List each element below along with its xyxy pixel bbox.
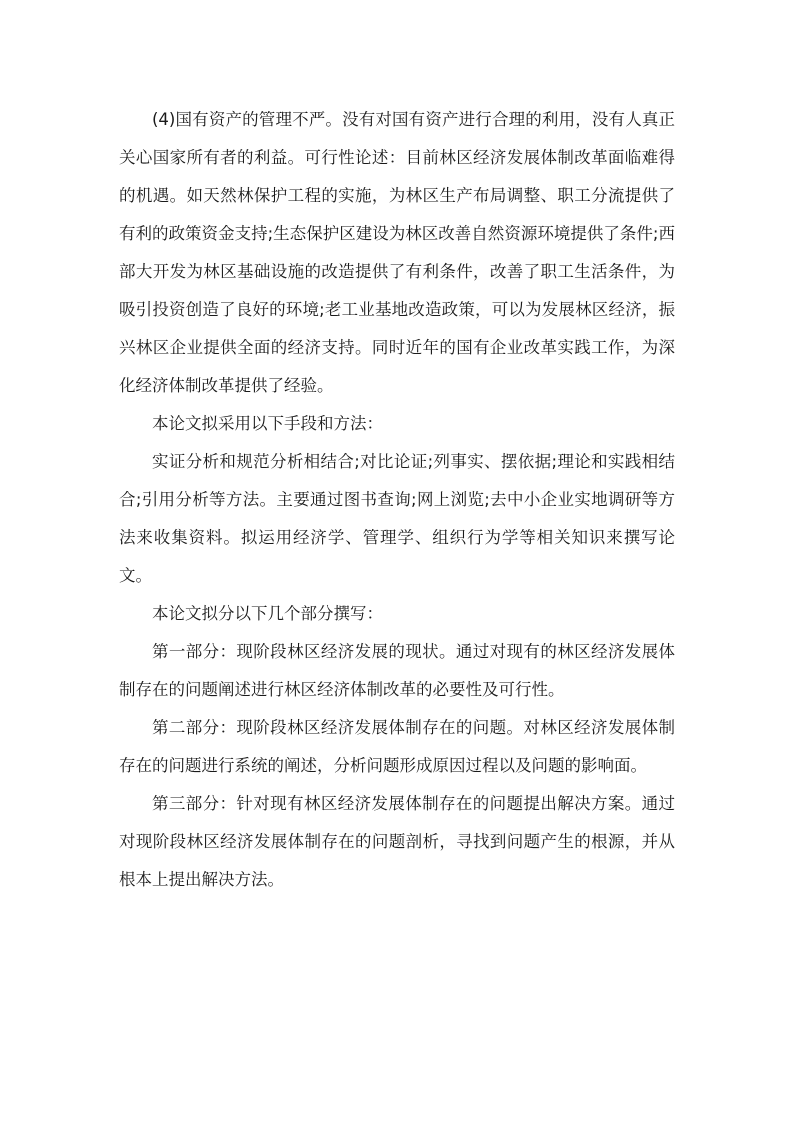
paragraph-methods-intro: 本论文拟采用以下手段和方法： [152, 414, 383, 433]
document-body [119, 101, 675, 899]
paragraph-part-two: 第二部分：现阶段林区经济发展体制存在的问题。对林区经济发展体制存在的问题进行系统的阐述，分析问题形成原因过程以及问题的影响面。 [119, 718, 675, 775]
paragraph-structure-intro: 本论文拟分以下几个部分撰写： [152, 604, 383, 623]
paragraph-methods-detail: 实证分析和规范分析相结合;对比论证;列事实、摆依据;理论和实践相结合;引用分析等方法。主要通过图书查询;网上浏览;去中小企业实地调研等方法来收集资料。拟运用经济学、管理学、组织行为学等相关知识来撰写论文。 [119, 452, 675, 585]
paragraph-part-three: 第三部分：针对现有林区经济发展体制存在的问题提出解决方案。通过对现阶段林区经济发展体制存在的问题剖析，寻找到问题产生的根源，并从根本上提出解决方法。 [119, 794, 675, 889]
paragraph-part-one: 第一部分：现阶段林区经济发展的现状。通过对现有的林区经济发展体制存在的问题阐述进行林区经济体制改革的必要性及可行性。 [119, 642, 675, 699]
paragraph-state-assets-feasibility: (4)国有资产的管理不严。没有对国有资产进行合理的利用，没有人真正关心国家所有者的利益。可行性论述：目前林区经济发展体制改革面临难得的机遇。如天然林保护工程的实施，为林区生产布局调整、职工分流提供了有利的政策资金支持;生态保护区建设为林区改善自然资源环境提供了条件;西部大开发为林区基础设施的改造提供了有利条件，改善了职工生活条件，为吸引投资创造了良好的环境;老工业基地改造政策，可以为发展林区经济，振兴林区企业提供全面的经济支持。同时近年的国有企业改革实践工作，为深化经济体制改革提供了经验。 [119, 110, 675, 395]
